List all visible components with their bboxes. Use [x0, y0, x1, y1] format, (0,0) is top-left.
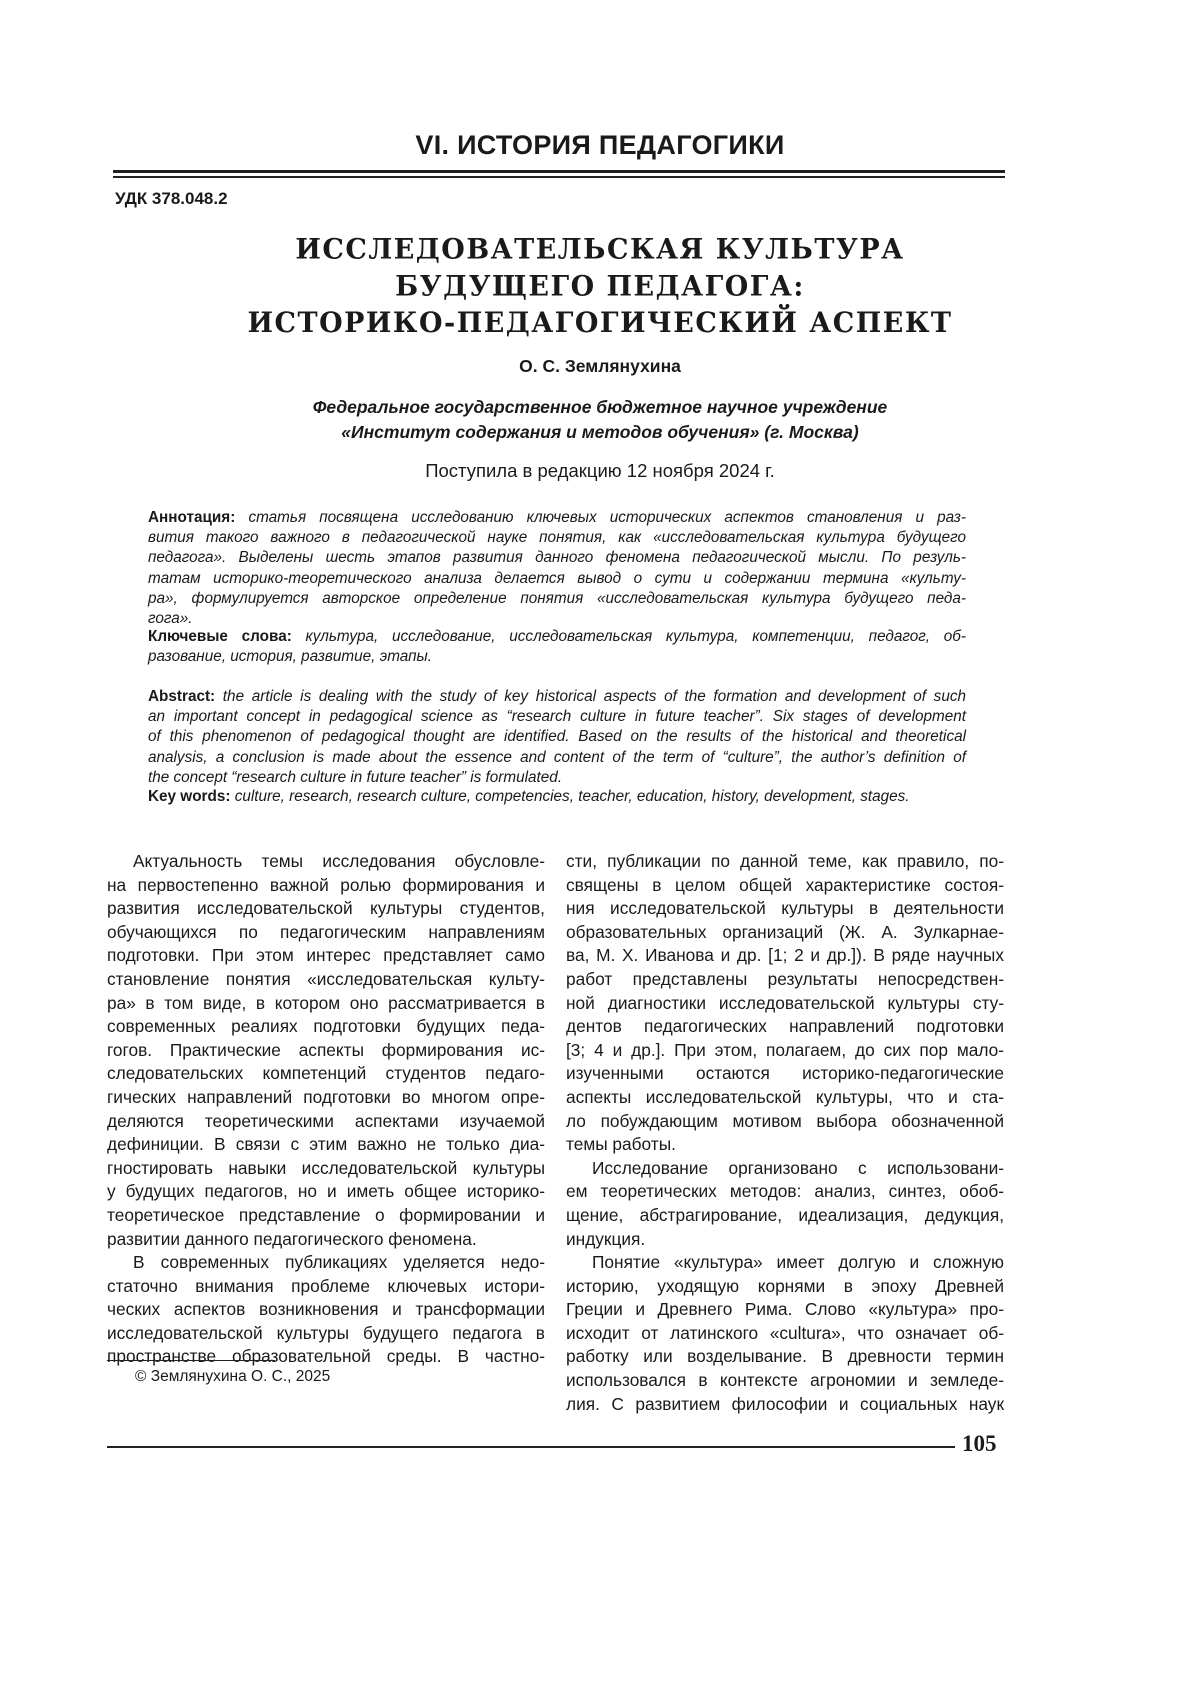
text-line: следовательских компетенций студентов педаго-: [107, 1062, 545, 1086]
block-text: an important concept in pedagogical science as “research culture in future teacher”. Six stages of development: [148, 708, 966, 725]
block-text: татам историко-теоретического анализа делается вывод о сути и содержании термина «культу-: [148, 570, 966, 587]
text-line: развитии данного педагогического феномена.: [107, 1228, 545, 1252]
block-text: гога».: [148, 610, 193, 627]
text-line: [148, 508, 966, 528]
text-line: изученными остаются историко-педагогические: [566, 1062, 1004, 1086]
block-label: Key words:: [148, 788, 230, 805]
text-line: ва, М. Х. Иванова и др. [1; 2 и др.]). В ряде научных: [566, 944, 1004, 968]
text-line: Греции и Древнего Рима. Слово «культура» про-: [566, 1298, 1004, 1322]
text-line: на первостепенно важной ролью формирования и: [107, 874, 545, 898]
text-line: [148, 687, 966, 707]
text-line: деляются теоретическими аспектами изучаемой: [107, 1110, 545, 1134]
body-column-left: [107, 850, 545, 1369]
affiliation-line: «Институт содержания и методов обучения» (г. Москва): [0, 420, 1200, 445]
article-title: [0, 231, 1200, 341]
text-line: историю, уходящую корнями в эпоху Древней: [566, 1275, 1004, 1299]
text-line: исследовательской культуры будущего педагога в: [107, 1322, 545, 1346]
text-line: аспекты исследовательской культуры, что и ста-: [566, 1086, 1004, 1110]
udk-code: УДК 378.048.2: [115, 189, 228, 209]
footnote-rule: [107, 1360, 275, 1361]
text-line: [3; 4 и др.]. При этом, полагаем, до сих пор мало-: [566, 1039, 1004, 1063]
block-text: analysis, a conclusion is made about the essence and content of the term of “culture”, the author’s definition of: [148, 749, 966, 766]
text-line: исходит от латинского «cultura», что означает об-: [566, 1322, 1004, 1346]
affiliation: [0, 395, 1200, 445]
received-date: Поступила в редакцию 12 ноября 2024 г.: [0, 460, 1200, 482]
affiliation-line: Федеральное государственное бюджетное научное учреждение: [0, 395, 1200, 420]
text-line: ной диагностики исследовательской культуры сту-: [566, 992, 1004, 1016]
text-line: лия. С развитием философии и социальных наук: [566, 1393, 1004, 1417]
keywords-ru: [148, 627, 966, 667]
block-text: the concept “research culture in future teacher” is formulated.: [148, 769, 562, 786]
section-title: VI. ИСТОРИЯ ПЕДАГОГИКИ: [0, 130, 1200, 161]
block-text: педагога». Выделены шесть этапов развития данного феномена педагогической мысли. По резуль-: [148, 549, 966, 566]
text-line: [148, 528, 966, 548]
text-line: [148, 627, 966, 647]
abstract-en: [148, 687, 966, 788]
text-line: [148, 768, 966, 788]
text-line: [148, 707, 966, 727]
text-line: щение, абстрагирование, идеализация, дедукция,: [566, 1204, 1004, 1228]
text-line: индукция.: [566, 1228, 1004, 1252]
text-line: работку или возделывание. В древности термин: [566, 1345, 1004, 1369]
text-line: священы в целом общей характеристике состоя-: [566, 874, 1004, 898]
text-line: ра» в том виде, в котором оно рассматривается в: [107, 992, 545, 1016]
text-line: [148, 748, 966, 768]
block-text: вития такого важного в педагогической науке понятия, как «исследовательская культура будущего: [148, 529, 966, 546]
text-line: статочно внимания проблеме ключевых истори-: [107, 1275, 545, 1299]
text-line: [148, 787, 966, 807]
block-text: культура, исследование, исследовательская культура, компетенции, педагог, об-: [292, 628, 966, 645]
copyright-footnote: © Землянухина О. С., 2025: [135, 1368, 330, 1386]
text-line: использовался в контексте агрономии и земледе-: [566, 1369, 1004, 1393]
title-line: ИСТОРИКО-ПЕДАГОГИЧЕСКИЙ АСПЕКТ: [0, 305, 1200, 342]
text-line: сти, публикации по данной теме, как правило, по-: [566, 850, 1004, 874]
block-label: Аннотация:: [148, 509, 235, 526]
footer-rule: [107, 1446, 955, 1448]
text-line: ем теоретических методов: анализ, синтез, обоб-: [566, 1180, 1004, 1204]
text-line: ческих аспектов возникновения и трансформации: [107, 1298, 545, 1322]
text-line: В современных публикациях уделяется недо-: [107, 1251, 545, 1275]
block-text: разование, история, развитие, этапы.: [148, 648, 432, 665]
text-line: гогов. Практические аспекты формирования ис-: [107, 1039, 545, 1063]
text-line: подготовки. При этом интерес представляет само: [107, 944, 545, 968]
text-line: Актуальность темы исследования обусловле-: [107, 850, 545, 874]
text-line: гностировать навыки исследовательской культуры: [107, 1157, 545, 1181]
text-line: у будущих педагогов, но и иметь общее историко-: [107, 1180, 545, 1204]
text-line: темы работы.: [566, 1133, 1004, 1157]
block-text: of this phenomenon of pedagogical thought are identified. Based on the results of the historical and theoretical: [148, 728, 966, 745]
block-text: статья посвящена исследованию ключевых исторических аспектов становления и раз-: [235, 509, 966, 526]
page-number: 105: [962, 1431, 997, 1457]
title-line: БУДУЩЕГО ПЕДАГОГА:: [0, 268, 1200, 305]
text-line: [148, 647, 966, 667]
text-line: дефиниции. В связи с этим важно не только диа-: [107, 1133, 545, 1157]
text-line: образовательных организаций (Ж. А. Зулкарнае-: [566, 921, 1004, 945]
header-rule-thin: [113, 176, 1005, 178]
text-line: Понятие «культура» имеет долгую и сложную: [566, 1251, 1004, 1275]
text-line: дентов педагогических направлений подготовки: [566, 1015, 1004, 1039]
text-line: [148, 569, 966, 589]
text-line: обучающихся по педагогическим направлениям: [107, 921, 545, 945]
annotation-ru: [148, 508, 966, 629]
text-line: теоретическое представление о формировании и: [107, 1204, 545, 1228]
text-line: Исследование организовано с использовани-: [566, 1157, 1004, 1181]
block-label: Ключевые слова:: [148, 628, 292, 645]
block-text: culture, research, research culture, competencies, teacher, education, history, development, stages.: [230, 788, 909, 805]
text-line: [148, 589, 966, 609]
author: О. С. Землянухина: [0, 356, 1200, 377]
block-label: Abstract:: [148, 688, 215, 705]
text-line: пространстве образовательной среды. В частно-: [107, 1345, 545, 1369]
title-line: ИССЛЕДОВАТЕЛЬСКАЯ КУЛЬТУРА: [0, 231, 1200, 268]
text-line: развития исследовательской культуры студентов,: [107, 897, 545, 921]
text-line: [148, 548, 966, 568]
block-text: the article is dealing with the study of key historical aspects of the formation and development of such: [215, 688, 966, 705]
block-text: ра», формулируется авторское определение понятия «исследовательская культура будущего педа-: [148, 590, 966, 607]
text-line: работ представлены результаты непосредствен-: [566, 968, 1004, 992]
text-line: ло побуждающим мотивом выбора обозначенной: [566, 1110, 1004, 1134]
keywords-en: [148, 787, 966, 807]
text-line: современных реалиях подготовки будущих педа-: [107, 1015, 545, 1039]
header-rule-thick: [113, 170, 1005, 173]
text-line: гических направлений подготовки во многом опре-: [107, 1086, 545, 1110]
text-line: ния исследовательской культуры в деятельности: [566, 897, 1004, 921]
text-line: становление понятия «исследовательская культу-: [107, 968, 545, 992]
body-column-right: [566, 850, 1004, 1416]
text-line: [148, 727, 966, 747]
